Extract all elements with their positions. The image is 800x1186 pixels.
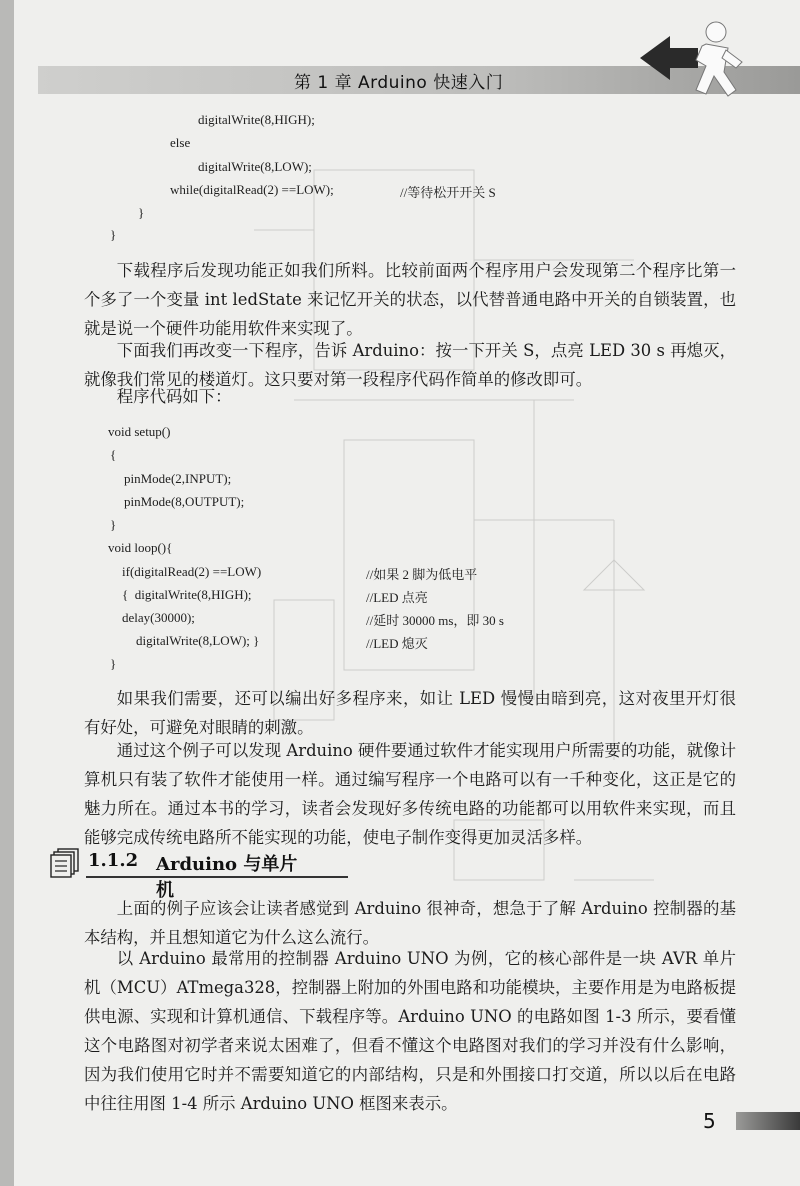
book-page: [14, 0, 800, 1186]
footer-bar: [736, 1112, 800, 1130]
code-line: while(digitalRead(2) ==LOW);: [170, 182, 334, 197]
chapter-title: 第 1 章 Arduino 快速入门: [294, 73, 504, 93]
page-number: 5: [703, 1109, 716, 1133]
code-line: if(digitalRead(2) ==LOW): [122, 564, 262, 579]
code-line: {: [110, 447, 117, 462]
code-comment: //LED 熄灭: [366, 636, 428, 651]
paragraph: 下载程序后发现功能正如我们所料。比较前面两个程序用户会发现第二个程序比第一个多了一个变量 int ledState 来记忆开关的状态，以代替普通电路中开关的自锁装置，也就是说一个硬件功能用软件来实现了。: [84, 261, 736, 338]
code-line: digitalWrite(8,LOW);: [198, 159, 312, 174]
code-line: }: [110, 656, 117, 671]
paragraph: 通过这个例子可以发现 Arduino 硬件要通过软件才能实现用户所需要的功能，就像计算机只有装了软件才能使用一样。通过编写程序一个电路可以有一千种变化，这正是它的魅力所在。通过本书的学习，读者会发现好多传统电路的功能都可以用软件来实现，而且能够完成传统电路所不能实现的功能，使电子制作变得更加灵活多样。: [84, 741, 736, 847]
code-line: void setup(): [108, 424, 171, 439]
code-comment: //延时 30000 ms，即 30 s: [366, 613, 504, 628]
section-heading: [50, 846, 310, 901]
section-number: 1.1.2: [88, 850, 139, 871]
code-line: pinMode(2,INPUT);: [124, 471, 232, 486]
code-line: digitalWrite(8,LOW); }: [136, 633, 260, 648]
code-line: pinMode(8,OUTPUT);: [124, 494, 245, 509]
document-stack-icon: [50, 848, 82, 878]
paragraph: 程序代码如下：: [116, 387, 232, 406]
section-title: Arduino 与单片机: [156, 854, 298, 901]
paragraph: 以 Arduino 最常用的控制器 Arduino UNO 为例，它的核心部件是一块 AVR 单片机（MCU）ATmega328，控制器上附加的外围电路和功能模块，主要作用是为电路板提供电源、实现和计算机通信、下载程序等。Arduino UNO 的电路如图 1-3 所示，要看懂这个电路图对初学者来说太困难了，但看不懂这个电路图对我们的学习并没有什么影响，因为我们使用它时并不需要知道它的内部结构，只是和外围接口打交道，所以以后在电路中往往用图 1-4 所示 Arduino UNO 框图来表示。: [84, 949, 736, 1113]
code-comment: //LED 点亮: [366, 590, 428, 605]
code-line: }: [110, 517, 117, 532]
section-underline: [86, 876, 348, 878]
paragraph: 上面的例子应该会让读者感觉到 Arduino 很神奇，想急于了解 Arduino 控制器的基本结构，并且想知道它为什么这么流行。: [84, 899, 736, 947]
code-line: digitalWrite(8,HIGH);: [198, 112, 315, 127]
code-line: }: [110, 227, 117, 242]
paragraph: 下面我们再改变一下程序，告诉 Arduino：按一下开关 S，点亮 LED 30 s 再熄灭，就像我们常见的楼道灯。这只要对第一段程序代码作简单的修改即可。: [84, 341, 736, 389]
code-line: { digitalWrite(8,HIGH);: [122, 587, 252, 602]
code-comment: //等待松开开关 S: [400, 185, 496, 200]
code-line: delay(30000);: [122, 610, 195, 625]
code-comment: //如果 2 脚为低电平: [366, 567, 478, 582]
paragraph: 如果我们需要，还可以编出好多程序来，如让 LED 慢慢由暗到亮，这对夜里开灯很有好处，可避免对眼睛的刺激。: [84, 689, 736, 737]
running-man-exit-icon: [636, 14, 756, 110]
code-line: else: [170, 135, 191, 150]
code-line: }: [138, 205, 145, 220]
code-line: void loop(){: [108, 540, 173, 555]
